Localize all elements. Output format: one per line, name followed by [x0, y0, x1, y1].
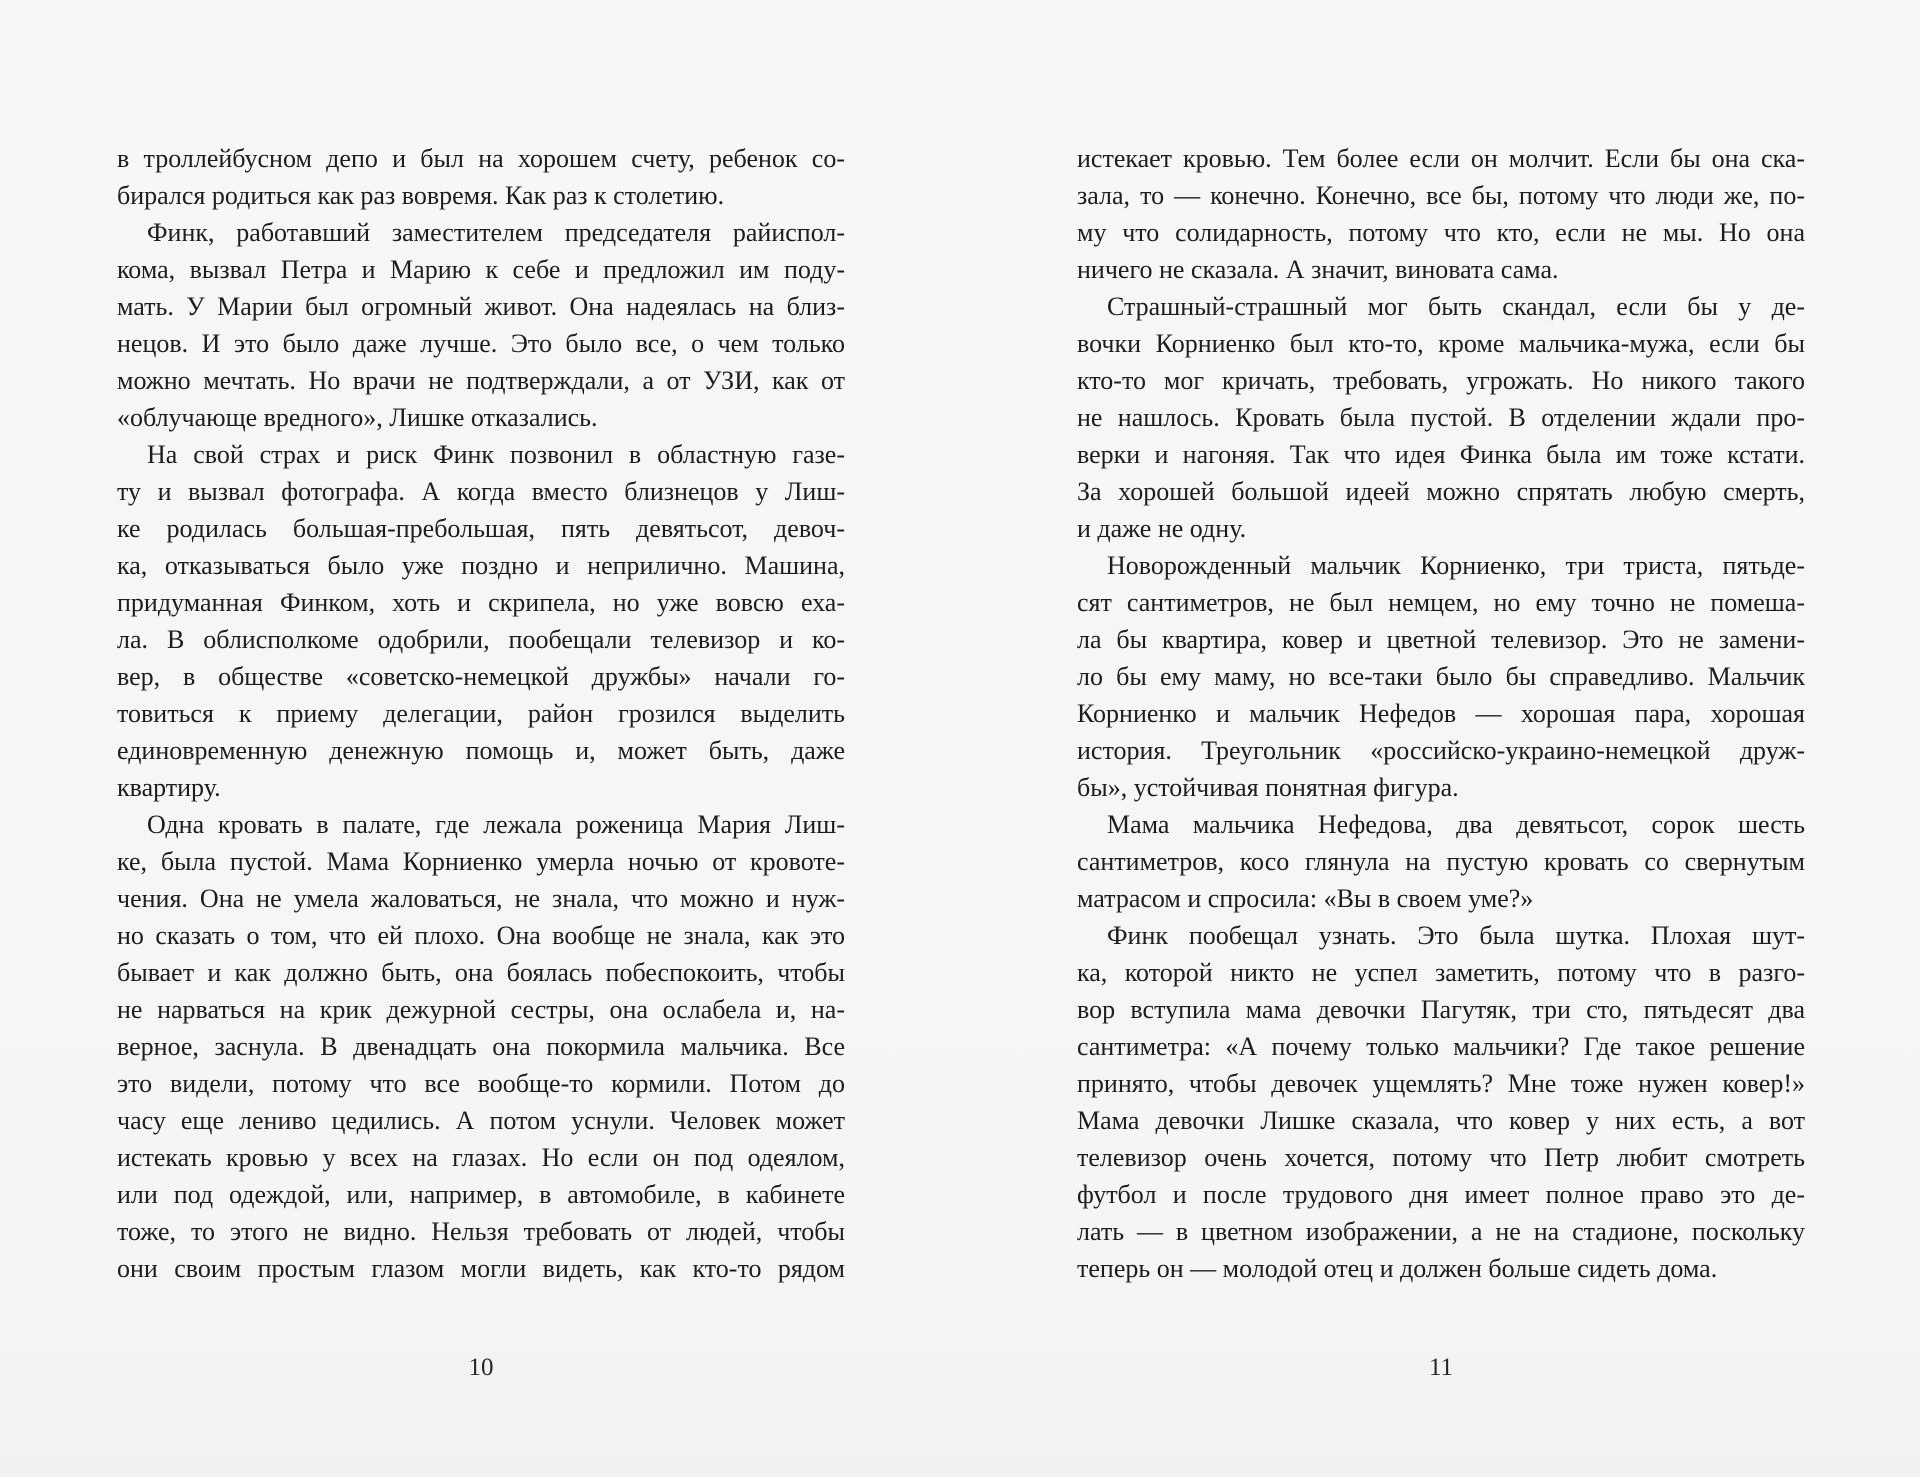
- text-line: вер, в обществе «советско-немецкой дружбы» начали го-: [117, 662, 845, 691]
- text-line: бывает и как должно быть, она боялась побеспокоить, чтобы: [117, 958, 845, 987]
- text-line: ло бы ему маму, но все-таки было бы справедливо. Мальчик: [1077, 662, 1805, 691]
- text-line: они своим простым глазом могли видеть, как кто-то рядом: [117, 1254, 845, 1283]
- text-line: На свой страх и риск Финк позвонил в областную газе-: [147, 440, 845, 469]
- text-line: верное, заснула. В двенадцать она покормила мальчика. Все: [117, 1032, 845, 1061]
- text-line: зала, то — конечно. Конечно, все бы, потому что люди же, по-: [1077, 181, 1805, 210]
- text-line: часу еще лениво цедились. А потом уснули. Человек может: [117, 1106, 845, 1135]
- text-line: не нашлось. Кровать была пустой. В отделении ждали про-: [1077, 403, 1805, 432]
- text-line: бы», устойчивая понятная фигура.: [1077, 773, 1459, 802]
- text-line: кто-то мог кричать, требовать, угрожать. Но никого такого: [1077, 366, 1805, 395]
- text-line: ту и вызвал фотографа. А когда вместо близнецов у Лиш-: [117, 477, 845, 506]
- text-line: история. Треугольник «российско-украино-немецкой друж-: [1077, 736, 1805, 765]
- text-line: ка, отказываться было уже поздно и неприлично. Машина,: [117, 551, 845, 580]
- text-line: но сказать о том, что ей плохо. Она вообще не знала, как это: [117, 921, 845, 950]
- text-line: «облучающе вредного», Лишке отказались.: [117, 403, 598, 432]
- text-line: товиться к приему делегации, район грозился выделить: [117, 699, 845, 728]
- text-line: му что солидарность, потому что кто, если не мы. Но она: [1077, 218, 1805, 247]
- page-number-left: 10: [468, 1354, 494, 1381]
- text-line: ла. В облисполкоме одобрили, пообещали телевизор и ко-: [117, 625, 845, 654]
- text-line: единовременную денежную помощь и, может быть, даже: [117, 736, 845, 765]
- text-line: чения. Она не умела жаловаться, не знала, что можно и нуж-: [117, 884, 845, 913]
- text-line: истекать кровью у всех на глазах. Но если он под одеялом,: [117, 1143, 845, 1172]
- text-line: футбол и после трудового дня имеет полное право это де-: [1077, 1180, 1805, 1209]
- text-line: лать — в цветном изображении, а не на стадионе, поскольку: [1077, 1217, 1805, 1246]
- text-line: матрасом и спросила: «Вы в своем уме?»: [1077, 884, 1534, 913]
- text-line: ла бы квартира, ковер и цветной телевизор. Это не замени-: [1077, 625, 1805, 654]
- text-line: сантиметров, косо глянула на пустую кровать со свернутым: [1077, 847, 1805, 876]
- text-line: вор вступила мама девочки Пагутяк, три сто, пятьдесят два: [1077, 995, 1805, 1024]
- text-line: ке, была пустой. Мама Корниенко умерла ночью от кровоте-: [117, 847, 845, 876]
- text-line: ке родилась большая-пребольшая, пять девятьсот, девоч-: [117, 514, 845, 543]
- text-line: квартиру.: [117, 773, 221, 802]
- text-line: верки и нагоняя. Так что идея Финка была им тоже кстати.: [1077, 440, 1805, 469]
- text-line: истекает кровью. Тем более если он молчит. Если бы она ска-: [1077, 144, 1805, 173]
- text-line: бирался родиться как раз вовремя. Как раз к столетию.: [117, 181, 725, 210]
- text-line: это видели, потому что все вообще-то кормили. Потом до: [117, 1069, 845, 1098]
- text-line: Мама девочки Лишке сказала, что ковер у них есть, а вот: [1077, 1106, 1805, 1135]
- text-line: придуманная Финком, хоть и скрипела, но уже вовсю еха-: [117, 588, 845, 617]
- text-line: Одна кровать в палате, где лежала роженица Мария Лиш-: [147, 810, 845, 839]
- text-line: не нарваться на крик дежурной сестры, она ослабела и, на-: [117, 995, 845, 1024]
- text-line: Мама мальчика Нефедова, два девятьсот, сорок шесть: [1107, 810, 1805, 839]
- text-line: тоже, то этого не видно. Нельзя требовать от людей, чтобы: [117, 1217, 845, 1246]
- text-line: можно мечтать. Но врачи не подтверждали, а от УЗИ, как от: [117, 366, 845, 395]
- text-line: и даже не одну.: [1077, 514, 1247, 543]
- left-page-text-column: [117, 140, 845, 1287]
- text-line: За хорошей большой идеей можно спрятать любую смерть,: [1077, 477, 1805, 506]
- text-line: ничего не сказала. А значит, виновата сама.: [1077, 255, 1559, 284]
- text-line: в троллейбусном депо и был на хорошем счету, ребенок со-: [117, 144, 845, 173]
- text-line: нецов. И это было даже лучше. Это было все, о чем только: [117, 329, 845, 358]
- text-line: Новорожденный мальчик Корниенко, три триста, пятьде-: [1107, 551, 1805, 580]
- text-line: вочки Корниенко был кто-то, кроме мальчика-мужа, если бы: [1077, 329, 1805, 358]
- right-page-text-column: [1077, 140, 1805, 1287]
- text-line: Финк пообещал узнать. Это была шутка. Плохая шут-: [1107, 921, 1805, 950]
- text-line: или под одеждой, или, например, в автомобиле, в кабинете: [117, 1180, 845, 1209]
- text-line: сантиметра: «А почему только мальчики? Где такое решение: [1077, 1032, 1805, 1061]
- text-line: теперь он — молодой отец и должен больше сидеть дома.: [1077, 1254, 1718, 1283]
- text-line: ка, которой никто не успел заметить, потому что в разго-: [1077, 958, 1805, 987]
- text-line: сят сантиметров, не был немцем, но ему точно не помеша-: [1077, 588, 1805, 617]
- text-line: телевизор очень хочется, потому что Петр любит смотреть: [1077, 1143, 1805, 1172]
- text-line: Страшный-страшный мог быть скандал, если бы у де-: [1107, 292, 1805, 321]
- text-line: кома, вызвал Петра и Марию к себе и предложил им поду-: [117, 255, 845, 284]
- text-line: Финк, работавший заместителем председателя райиспол-: [147, 218, 845, 247]
- text-line: мать. У Марии был огромный живот. Она надеялась на близ-: [117, 292, 845, 321]
- text-line: Корниенко и мальчик Нефедов — хорошая пара, хорошая: [1077, 699, 1805, 728]
- page-number-right: 11: [1428, 1354, 1454, 1381]
- text-line: принято, чтобы девочек ущемлять? Мне тоже нужен ковер!»: [1077, 1069, 1805, 1098]
